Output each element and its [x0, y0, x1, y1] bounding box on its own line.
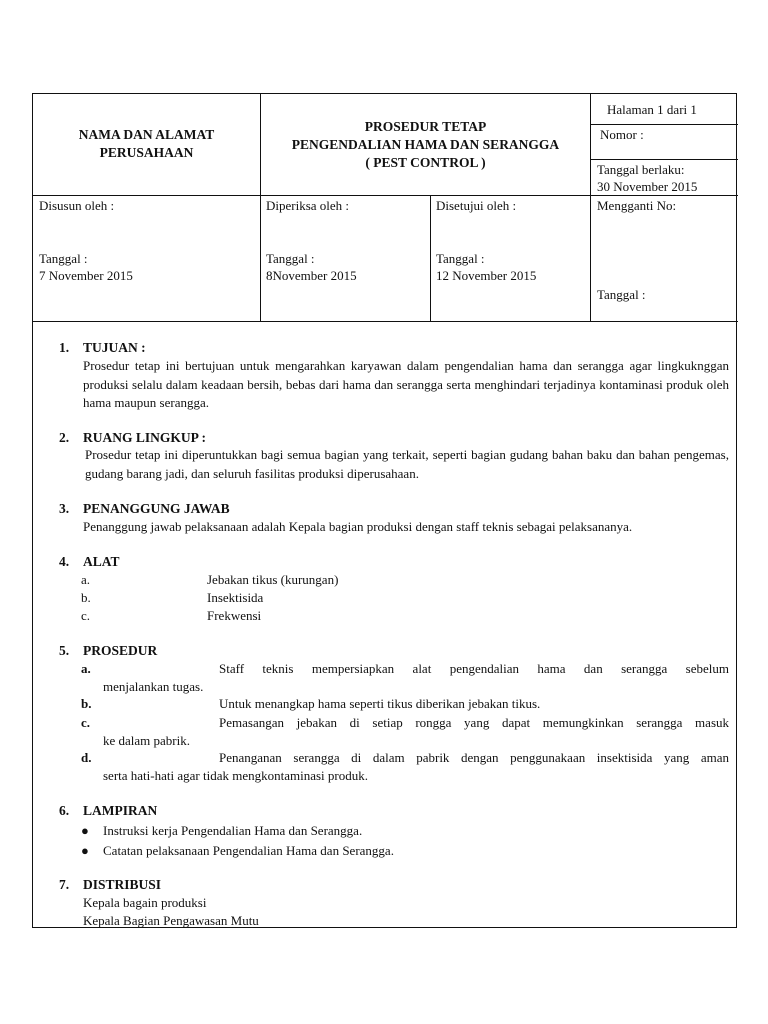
grid-line: [590, 94, 591, 322]
list-item: [81, 571, 338, 589]
step-text-continued: menjalankan tugas.: [103, 679, 204, 694]
prepared-date-label: Tanggal :: [39, 251, 88, 266]
section-number: 6.: [59, 803, 70, 818]
procedure-step: [81, 660, 729, 696]
grid-line: [590, 159, 738, 160]
distribution-item: Kepala Bagian Pengawasan Mutu: [83, 913, 259, 928]
procedure-step: [81, 714, 729, 750]
section-heading: PROSEDUR: [83, 643, 158, 658]
section-title-distribusi: [59, 876, 161, 894]
document-title: [261, 118, 590, 172]
section-title-penanggung-jawab: [59, 500, 230, 518]
grid-line: [33, 321, 738, 322]
title-line-2: PENGENDALIAN HAMA DAN SERANGGA: [291, 137, 560, 152]
section-title-tujuan: [59, 339, 146, 357]
section-heading: LAMPIRAN: [83, 803, 158, 818]
item-text: Instruksi kerja Pengendalian Hama dan Serangga.: [103, 823, 363, 838]
approved-date: 12 November 2015: [436, 268, 537, 283]
replaces-number-label: Mengganti No:: [597, 198, 677, 213]
section-heading: PENANGGUNG JAWAB: [83, 501, 230, 516]
section-title-ruang-lingkup: [59, 429, 206, 447]
section-text-ruang-lingkup: Prosedur tetap ini diperuntukkan bagi semua bagian yang terkait, seperti bagian gudang bahan baku dan bahan pengemas, gudang barang jadi, dan seluruh fasilitas produksi diperusahaan.: [85, 447, 729, 481]
section-heading: RUANG LINGKUP :: [83, 430, 207, 445]
step-marker: a.: [81, 661, 91, 676]
step-text-continued: ke dalam pabrik.: [103, 733, 190, 748]
prepared-by-label: Disusun oleh :: [39, 198, 115, 213]
step-text: Staff teknis mempersiapkan alat pengendalian hama dan serangga sebelum: [219, 661, 729, 676]
section-number: 1.: [59, 340, 70, 355]
section-number: 4.: [59, 554, 70, 569]
approved-date-label: Tanggal :: [436, 251, 485, 266]
title-line-3: ( PEST CONTROL ): [365, 155, 486, 170]
document-number: Nomor :: [600, 127, 644, 142]
effective-date: 30 November 2015: [597, 179, 698, 194]
section-number: 7.: [59, 877, 70, 892]
section-text-tujuan: Prosedur tetap ini bertujuan untuk mengarahkan karyawan dalam pengendalian hama dan serangga agar lingkuknggan produksi selalu dalam keadaan bersih, bebas dari hama dan serangga serta menghindari terjadinya kontaminasi produk oleh hama maupun serangga.: [83, 358, 729, 410]
item-marker: b.: [81, 590, 91, 605]
distribution-item: Kepala bagain produksi: [83, 895, 207, 910]
list-item: [81, 821, 362, 840]
section-number: 5.: [59, 643, 70, 658]
bullet-icon: ●: [81, 823, 89, 838]
section-number: 2.: [59, 430, 70, 445]
list-item: [81, 607, 261, 625]
prepared-date: 7 November 2015: [39, 268, 133, 283]
procedure-step: [81, 695, 729, 713]
item-text: Jebakan tikus (kurungan): [207, 572, 339, 587]
section-heading: ALAT: [83, 554, 120, 569]
step-text-continued: serta hati-hati agar tidak mengkontaminasi produk.: [103, 768, 368, 783]
item-text: Insektisida: [207, 590, 264, 605]
step-marker: c.: [81, 715, 91, 730]
step-text: Untuk menangkap hama seperti tikus diberikan jebakan tikus.: [219, 696, 541, 711]
sop-document: [32, 93, 737, 928]
company-name-block: [33, 126, 260, 162]
section-text-penanggung-jawab: Penanggung jawab pelaksanaan adalah Kepala bagian produksi dengan staff teknis sebagai pelaksananya.: [83, 519, 633, 534]
approved-by-label: Disetujui oleh :: [436, 198, 517, 213]
grid-line: [33, 195, 738, 196]
step-marker: b.: [81, 696, 92, 711]
list-item: [81, 589, 263, 607]
procedure-step: [81, 749, 729, 785]
grid-line: [430, 195, 431, 322]
step-text: Penanganan serangga di dalam pabrik dengan penggunakaan insektisida yang aman: [219, 750, 729, 765]
grid-line: [590, 124, 738, 125]
company-line-1: NAMA DAN ALAMAT: [78, 127, 215, 142]
item-marker: c.: [81, 608, 91, 623]
bullet-icon: ●: [81, 843, 89, 858]
item-marker: a.: [81, 572, 91, 587]
section-heading: DISTRIBUSI: [83, 877, 162, 892]
replaces-date-label: Tanggal :: [597, 287, 646, 302]
company-line-2: PERUSAHAAN: [99, 145, 194, 160]
section-heading: TUJUAN :: [83, 340, 146, 355]
checked-by-label: Diperiksa oleh :: [266, 198, 350, 213]
step-text: Pemasangan jebakan di setiap rongga yang dapat memungkinkan serangga masuk: [219, 715, 729, 730]
step-marker: d.: [81, 750, 92, 765]
section-number: 3.: [59, 501, 70, 516]
list-item: [81, 841, 394, 860]
item-text: Frekwensi: [207, 608, 262, 623]
item-text: Catatan pelaksanaan Pengendalian Hama dan Serangga.: [103, 843, 394, 858]
section-title-prosedur: [59, 642, 157, 660]
section-title-alat: [59, 553, 120, 571]
checked-date-label: Tanggal :: [266, 251, 315, 266]
title-line-1: PROSEDUR TETAP: [364, 119, 487, 134]
checked-date: 8November 2015: [266, 268, 357, 283]
effective-date-label: Tanggal berlaku:: [597, 162, 685, 177]
page-number: Halaman 1 dari 1: [607, 102, 697, 117]
section-title-lampiran: [59, 802, 157, 820]
